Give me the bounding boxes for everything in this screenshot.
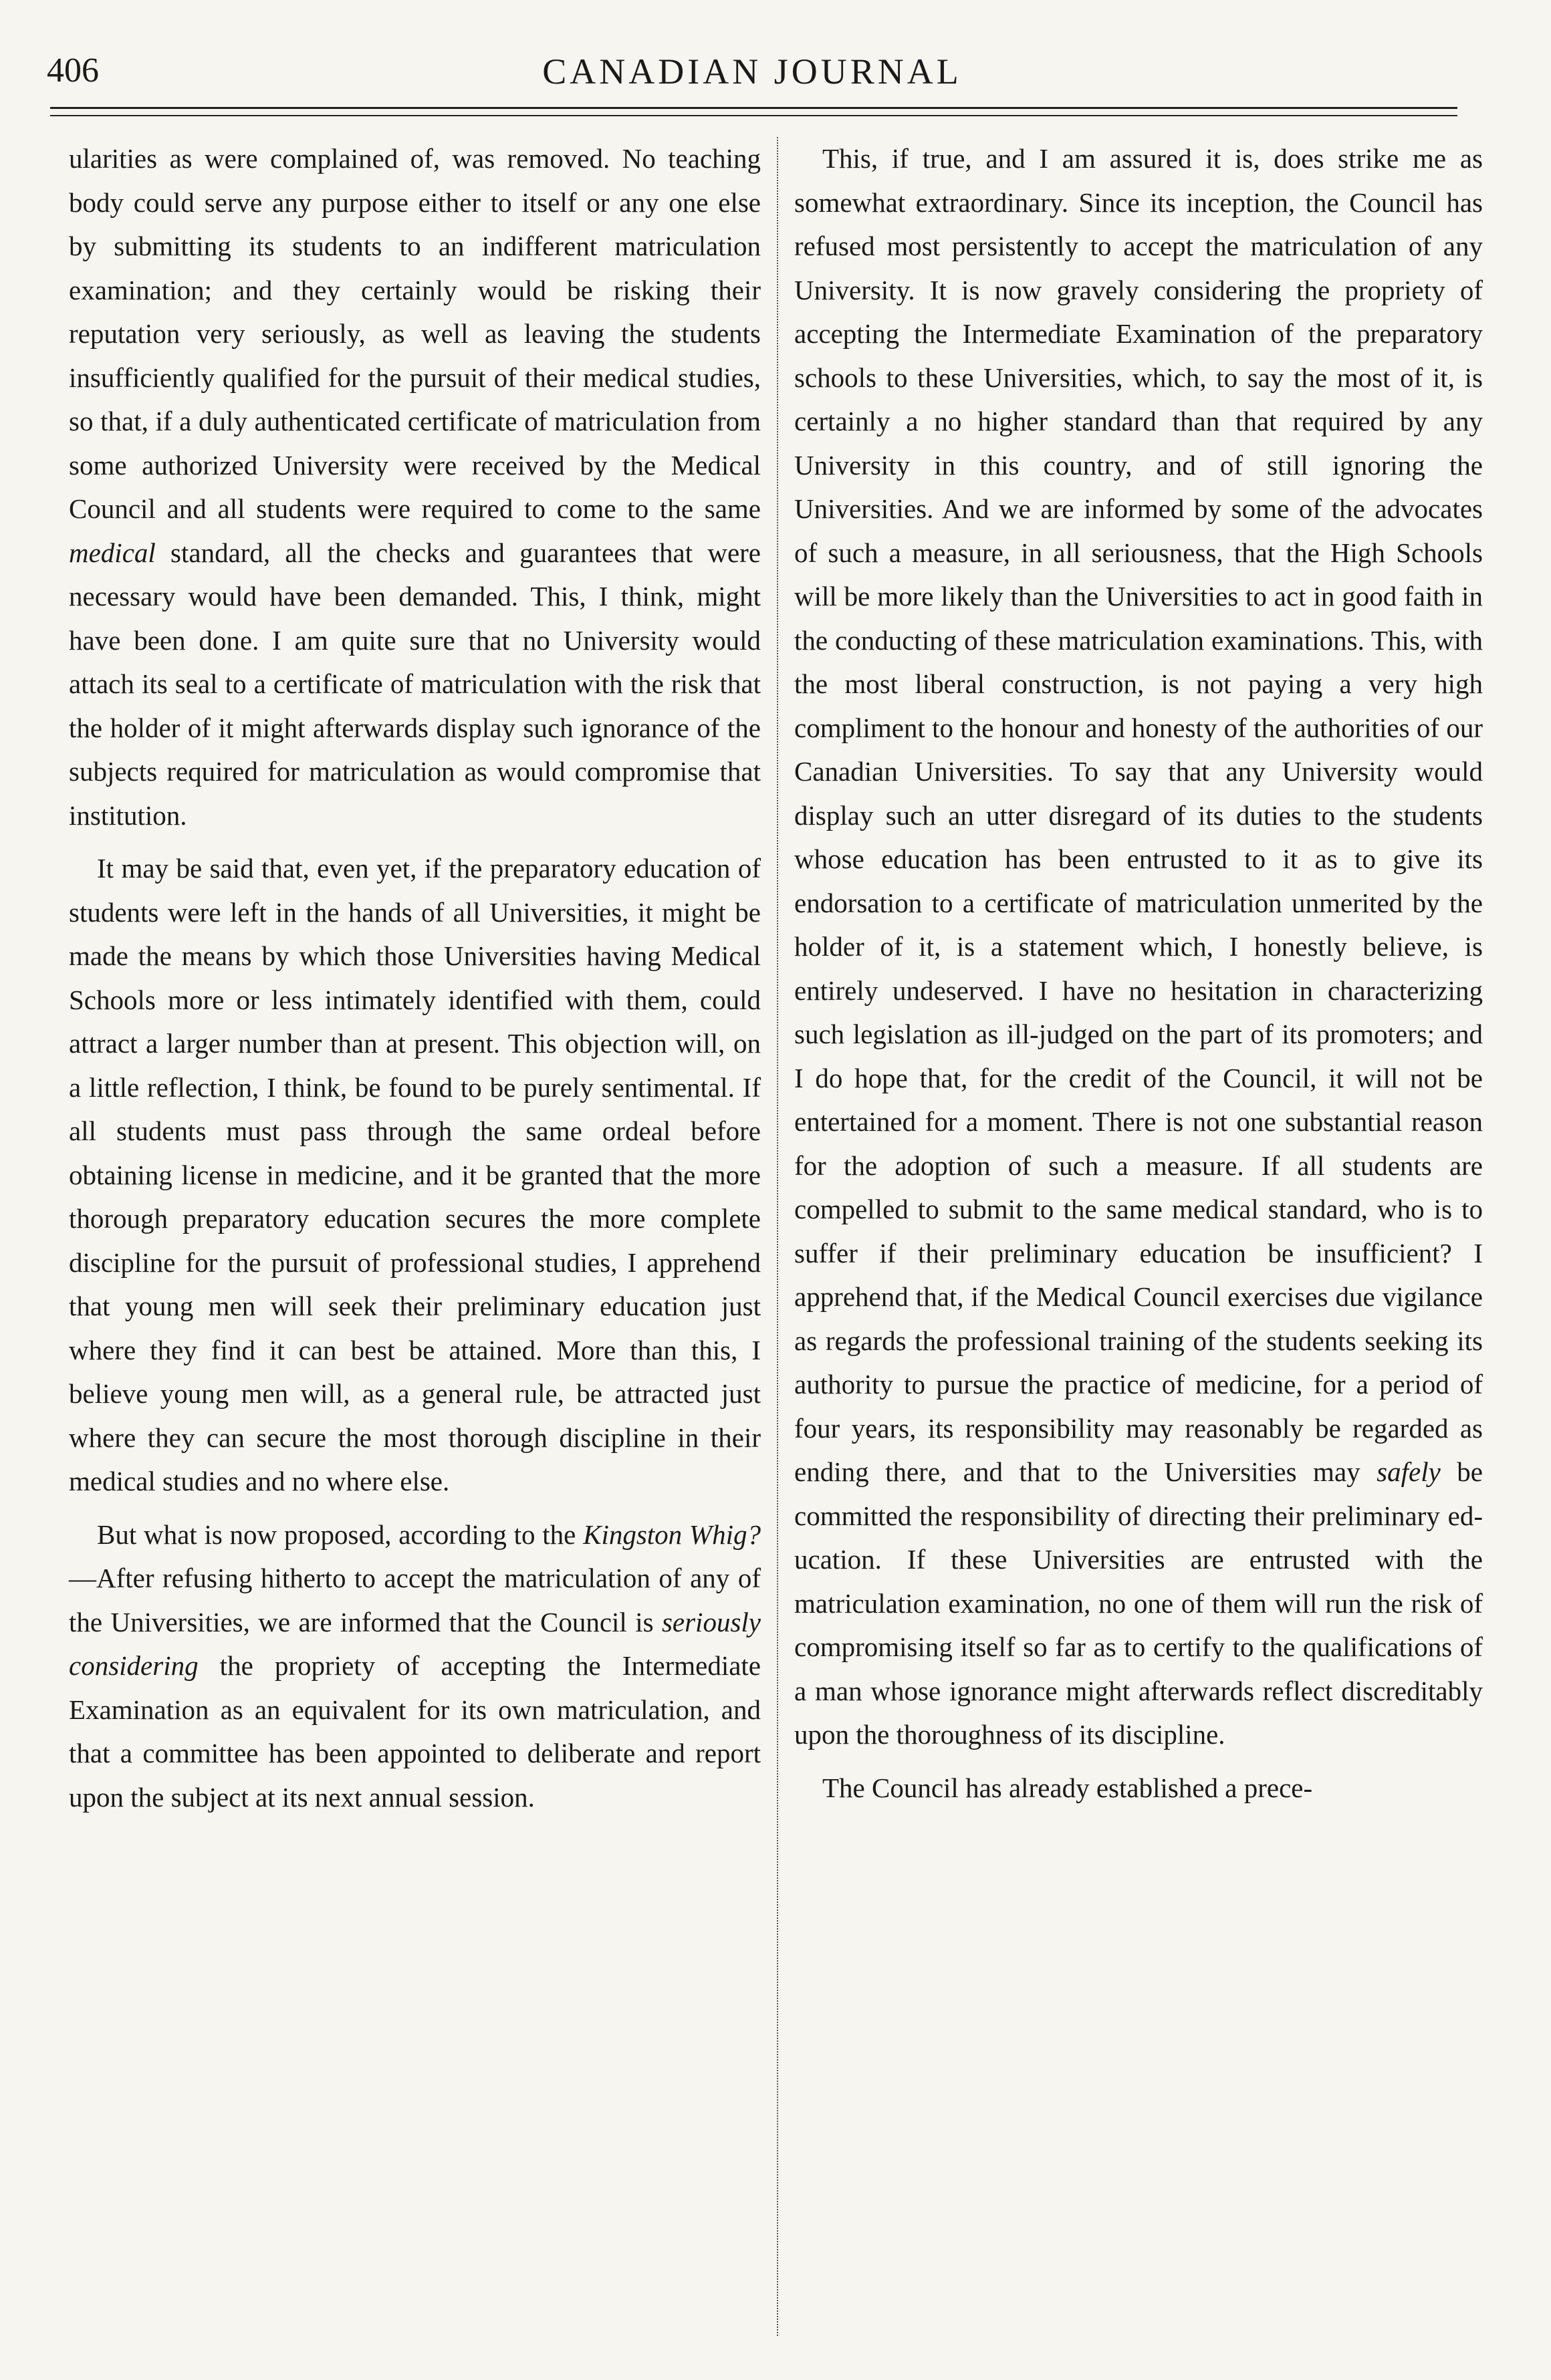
paragraph-text: the propriety of accepting the Intermediate Examination as an equivalent for its own matriculation, and that a committee has been appointed to deliberate and report upon the subject at its next annual session.: [69, 1650, 761, 1813]
header-rule: [50, 107, 1457, 109]
journal-title: CANADIAN JOURNAL: [542, 51, 962, 92]
paragraph-text: This, if true, and I am assured it is, does strike me as somewhat extraordinary. Since its inception, the Council has refused most persistently to accept the matriculation of any University. It is now gravely considering the propriety of accepting the Intermediate Examination of the preparatory schools to these Universities, which, to say the most of it, is certainly a no higher standard than that required by any University in this country, and of still ignoring the Universities. And we are informed by some of the advocates of such a measure, in all seriousness, that the High Schools will be more likely than the Universities to act in good faith in the conducting of these matriculation examinations. This, with the most liberal construction, is not paying a very high compliment to the honour and honesty of the authorities of our Canadian Universities. To say that any University would display such an utter disregard of its duties to the students whose education has been entrusted to it as to give its endorsation to a certificate of matriculation unmerited by the holder of it, is a statement which, I honestly believe, is entirely undeserved. I have no hesitation in characterizing such legislation as ill-judged on the part of its promoters; and I do hope that, for the credit of the Council, it will not be entertained for a moment. There is not one substantial reason for the adoption of such a measure. If all students are compelled to submit to the same medical standard, who is to suffer if their preliminary education be insufficient? I apprehend that, if the Medical Council exercises due vigilance as regards the professional training of the students seeking its authority to pursue the practice of medicine, for a period of four years, its responsibility may reasonably be regarded as ending there, and that to the Universities may: [794, 143, 1483, 1487]
emphasis-text: seriously considering: [69, 1606, 761, 1681]
right-column: [794, 137, 1483, 1810]
paragraph-text: ularities as were complained of, was removed. No teaching body could serve any purpose either to itself or any one else by submitting its students to an indifferent matriculation examination; and they certainly would be risking their reputation very seriously, as well as leaving the students insufficiently qualified for the pursuit of their medical studies, so that, if a duly authenticated certificate of matriculation from some authorized University were received by the Medical Council and all students were required to come to the same: [69, 143, 761, 524]
paragraph-text: be committed the responsibility of directing their preliminary education. If these Universities are entrusted with the matriculation examination, no one of them will run the risk of compromising itself so far as to certify to the qualifications of a man whose ignorance might afterwards reflect discreditably upon the thoroughness of its discipline.: [794, 1456, 1483, 1750]
paragraph-text: But what is now proposed, according to the: [97, 1518, 584, 1550]
page-number: 406: [47, 51, 99, 90]
column-divider: [777, 137, 778, 2336]
paragraph: It may be said that, even yet, if the preparatory education of students were left in the hands of all Universities, it might be made the means by which those Universities having Medical Schools more or less intimately identified with them, could attract a larger number than at present. This objection will, on a little reflection, I think, be found to be purely sentimental. If all students must pass through the same ordeal before obtaining license in medicine, and it be granted that the more thorough preparatory education secures the more complete discipline for the pursuit of professional studies, I apprehend that young men will seek their preliminary education just where they find it can best be attained. More than this, I believe young men will, as a general rule, be attracted just where they can secure the most thorough discipline in their medical studies and no where else.: [69, 853, 761, 1496]
paragraph: [69, 137, 761, 837]
paragraph: The Council has already established a prece-: [822, 1772, 1313, 1803]
emphasis-text: safely: [1377, 1456, 1441, 1487]
emphasis-text: medical: [69, 537, 156, 568]
paragraph: [794, 137, 1483, 1757]
paragraph: [69, 1513, 761, 1820]
page-header: [47, 47, 1457, 107]
paragraph-text: —After refusing hitherto to accept the matriculation of any of the Universities, we are informed that the Council is: [69, 1563, 761, 1637]
header-rule-thin: [50, 115, 1457, 116]
emphasis-text: Kingston Whig?: [583, 1518, 761, 1550]
paragraph-text: standard, all the checks and guarantees that were necessary would have been demanded. This, I think, might have been done. I am quite sure that no University would attach its seal to a certificate of matriculation with the risk that the holder of it might afterwards display such ignorance of the subjects required for matriculation as would compromise that institution.: [69, 537, 761, 831]
left-column: [69, 137, 761, 1819]
